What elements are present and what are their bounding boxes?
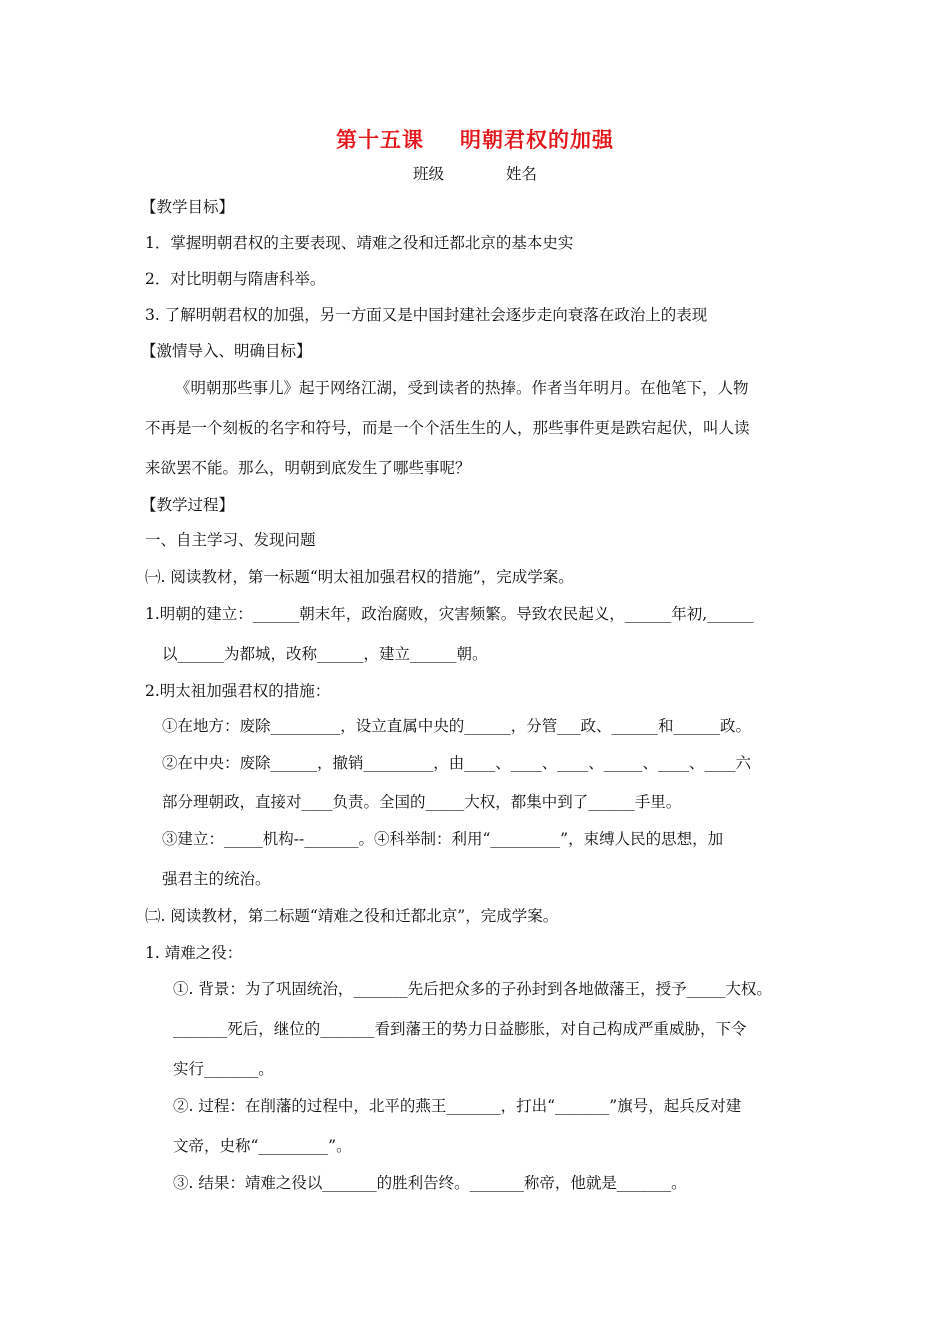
jingnan-background-line-2: _______死后，继位的_______看到藩王的势力日益膨胀，对自己构成严重威胁，下令 bbox=[173, 1020, 747, 1038]
measure-local: ①在地方：废除_________，设立直属中央的______，分管___政、______和______政。 bbox=[162, 717, 752, 735]
reading-task-1: ㈠. 阅读教材，第一标题“明太祖加强君权的措施”，完成学案。 bbox=[145, 568, 574, 586]
name-label: 姓名 bbox=[506, 165, 538, 183]
page-title bbox=[0, 124, 950, 154]
lesson-number: 第十五课 bbox=[336, 128, 424, 152]
section-heading-objectives: 【教学目标】 bbox=[141, 198, 235, 216]
objective-2: 2．对比明朝与隋唐科举。 bbox=[145, 270, 326, 288]
question-1-line-1: 1.明朝的建立：______朝末年，政治腐败，灾害频繁。导致农民起义，______年初,______ bbox=[145, 605, 754, 623]
question-2-heading: 2.明太祖加强君权的措施： bbox=[145, 682, 331, 700]
measure-central-line-2: 部分理朝政，直接对____负责。全国的_____大权，都集中到了______手里。 bbox=[162, 793, 682, 811]
part-one-heading: 一、自主学习、发现问题 bbox=[145, 531, 316, 549]
measure-institution-line-2: 强君主的统治。 bbox=[162, 870, 271, 888]
jingnan-process-line-1: ②. 过程：在削藩的过程中，北平的燕王_______，打出“_______”旗号，起兵反对建 bbox=[173, 1097, 742, 1115]
intro-paragraph-line-2: 不再是一个刻板的名字和符号，而是一个个活生生的人，那些事件更是跌宕起伏，叫人读 bbox=[145, 419, 750, 437]
student-info bbox=[0, 162, 950, 184]
objective-1: 1．掌握明朝君权的主要表现、靖难之役和迁都北京的基本史实 bbox=[145, 234, 574, 252]
measure-institution-line-1: ③建立：_____机构--_______。④科举制：利用“_________”，束缚人民的思想，加 bbox=[162, 830, 724, 848]
jingnan-background-line-3: 实行_______。 bbox=[173, 1060, 274, 1078]
jingnan-background-line-1: ①. 背景：为了巩固统治，_______先后把众多的子孙封到各地做藩王，授予_____大权。 bbox=[173, 980, 772, 998]
intro-paragraph-line-3: 来欲罢不能。那么，明朝到底发生了哪些事呢？ bbox=[145, 459, 471, 477]
reading-task-2: ㈡. 阅读教材，第二标题“靖难之役和迁都北京”，完成学案。 bbox=[145, 907, 559, 925]
objective-3: 3. 了解明朝君权的加强，另一方面又是中国封建社会逐步走向衰落在政治上的表现 bbox=[145, 306, 708, 324]
jingnan-result: ③. 结果：靖难之役以_______的胜利告终。_______称帝，他就是_______。 bbox=[173, 1174, 687, 1192]
jingnan-process-line-2: 文帝，史称“_________”。 bbox=[173, 1137, 352, 1155]
lesson-title: 明朝君权的加强 bbox=[460, 128, 614, 152]
question-1-line-2: 以______为都城，改称______，建立______朝。 bbox=[162, 645, 488, 663]
class-label: 班级 bbox=[412, 165, 444, 183]
intro-paragraph-line-1: 《明朝那些事儿》起于网络江湖，受到读者的热捧。作者当年明月。在他笔下，人物 bbox=[175, 379, 749, 397]
jingnan-heading: 1. 靖难之役： bbox=[145, 944, 243, 962]
measure-central-line-1: ②在中央：废除______，撤销_________，由____、____、____、_____、____、____六 bbox=[162, 754, 752, 772]
section-heading-intro: 【激情导入、明确目标】 bbox=[141, 342, 312, 360]
section-heading-process: 【教学过程】 bbox=[141, 496, 235, 514]
